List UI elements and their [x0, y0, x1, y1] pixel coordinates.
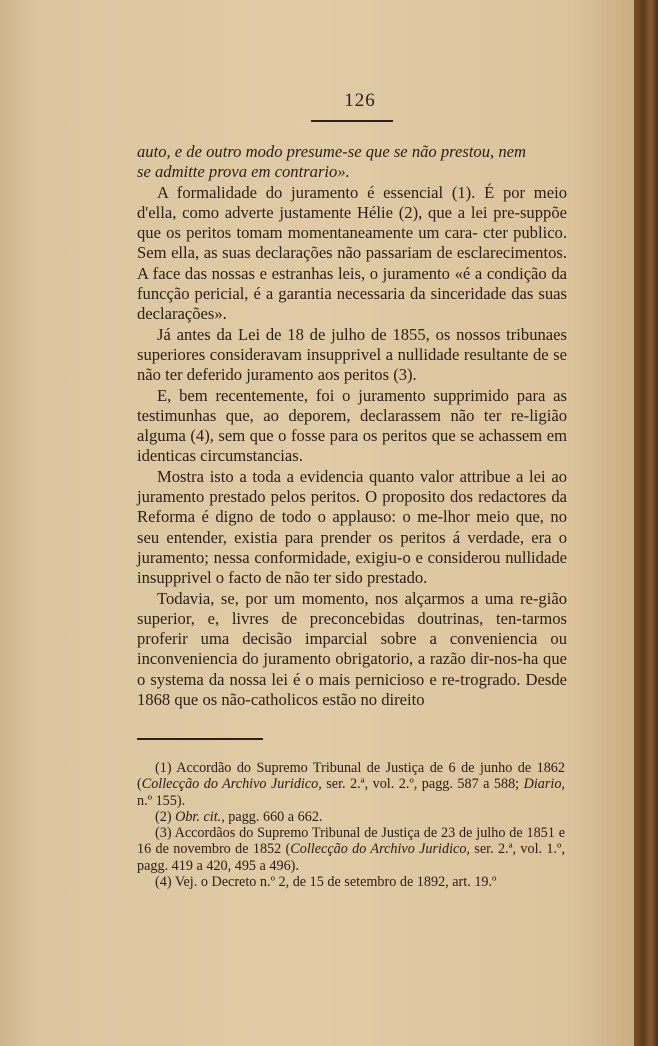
footnote-1-text: (1) Accordão do Supremo Tribunal de Justiça de 6 de junho de 1862 (	[137, 760, 565, 793]
paragraph-continuation	[137, 142, 567, 183]
continuation-line-1: auto, e de outro modo presume-se que se não prestou, nem	[137, 142, 526, 161]
paragraph-testimunhas: E, bem recentemente, foi o juramento supprimido para as testimunhas que, ao deporem, declarassem não ter re-ligião alguma (4), sem que o fosse para os peritos que se achassem em identicas circumstancias.	[137, 385, 567, 466]
footnote-1-number: n.º 155).	[137, 792, 186, 809]
footnote-3-source: Collecção do Archivo Juridico,	[290, 841, 470, 858]
footnote-2-source: Obr. cit.,	[175, 808, 225, 825]
paragraph-todavia: Todavia, se, por um momento, nos alçarmos a uma re-gião superior, e, livres de preconcebidas doutrinas, ten-tarmos proferir uma decisão imparcial sobre a conveniencia ou inconveniencia do juramento obrigatorio, a razão dir-nos-ha que o systema da nossa lei é o mais pernicioso e re-trogrado. Desde 1868 que os não-catholicos estão no direito	[137, 588, 567, 710]
paragraph-formalidade	[137, 183, 567, 325]
paragraph-formalidade-part-2: cter publico. Sem ella, as suas declarações não passariam de esclarecimentos. A face das nossas e estranhas leis, o juramento «é a condição da funcção pericial, é a garantia necessaria da sinceridade das suas declarações».	[137, 223, 567, 324]
footnote-3-ref: ser. 2.ª, vol. 1.º, pagg. 419 a 420, 495 a 496).	[137, 841, 565, 874]
footnote-2-mark: (2)	[155, 808, 176, 825]
footnote-1-source: Collecção do Archivo Juridico,	[141, 776, 322, 793]
paragraph-lei-1855: Já antes da Lei de 18 de julho de 1855, os nossos tribunaes superiores consideravam insupprivel a nullidade resultante de se não ter deferido juramento aos peritos (3).	[137, 324, 567, 385]
book-spine	[634, 0, 658, 1046]
paragraph-mostra-isto: Mostra isto a toda a evidencia quanto valor attribue a lei ao juramento prestado pelos peritos. O proposito dos redactores da Reforma é digno de todo o applauso: o me-lhor meio que, no seu entender, existia para prender os peritos á verdade, era o juramento; nessa conformidade, exigiu-o e considerou nullidade insupprivel o facto de não ter sido prestado.	[137, 466, 567, 588]
paragraph-formalidade-part-1: A formalidade do juramento é essencial (1). É por meio d'ella, como adverte justamente Hélie (2), que a lei pre-suppõe que os peritos tomam momentaneamente um cara-	[137, 182, 567, 243]
page-number: 126	[344, 90, 376, 111]
footnote-rule	[137, 738, 263, 740]
footnote-1-diario: Diario,	[523, 776, 565, 793]
footnote-3	[137, 825, 565, 874]
footnote-1	[137, 760, 565, 809]
header-rule	[311, 120, 393, 122]
continuation-line-2: se admitte prova em contrario».	[137, 162, 350, 182]
footnote-3-text: (3) Accordãos do Supremo Tribunal de Justiça de 23 de julho de 1851 e 16 de novembro de 1852 (	[137, 825, 565, 858]
body-text	[137, 142, 567, 710]
footnote-1-ref: ser. 2.ª, vol. 2.º, pagg. 587 a 588;	[321, 776, 524, 793]
footnote-2	[137, 809, 565, 825]
footnote-2-pages: pagg. 660 a 662.	[224, 808, 323, 825]
footnotes	[137, 760, 565, 890]
footnote-4: (4) Vej. o Decreto n.º 2, de 15 de setembro de 1892, art. 19.º	[155, 874, 497, 891]
